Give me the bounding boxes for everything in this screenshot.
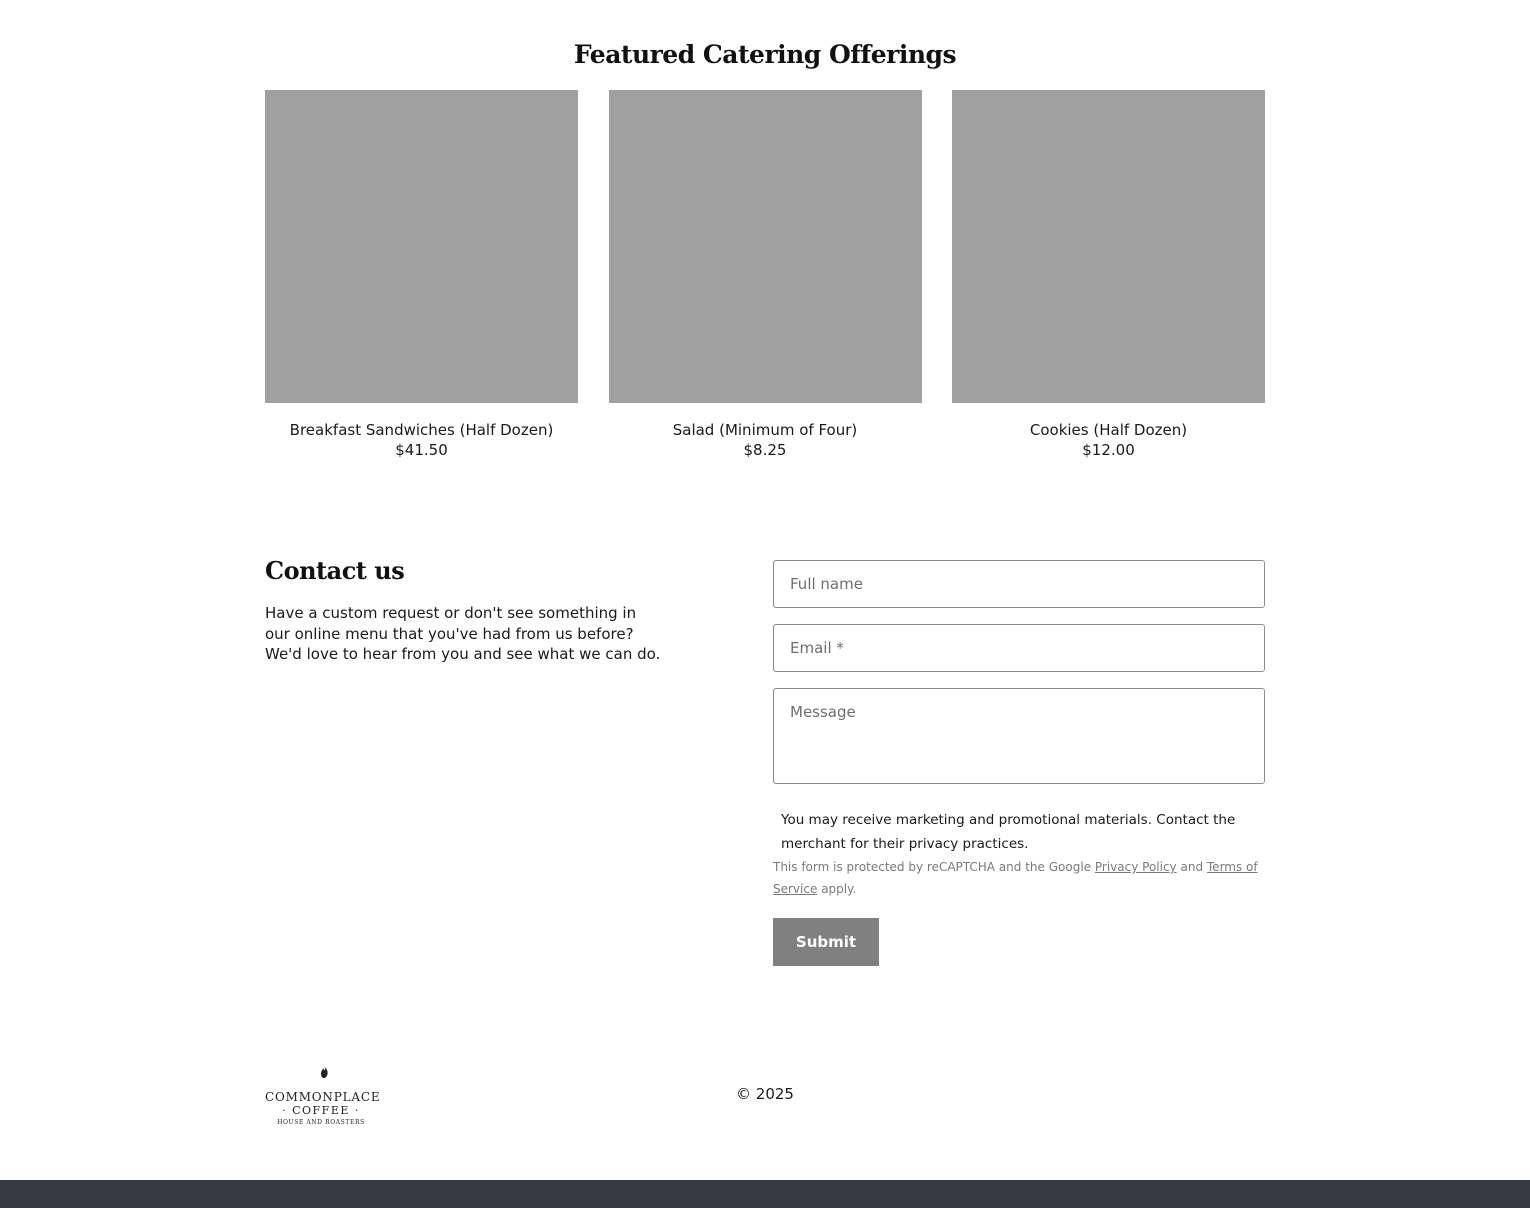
email-input[interactable] [773,624,1265,672]
flame-crescent-icon [265,1058,377,1086]
copyright: © 2025 [736,1085,794,1103]
product-name[interactable]: Cookies (Half Dozen) [1029,421,1188,439]
product-image[interactable] [952,90,1265,403]
recaptcha-suffix: apply. [821,882,857,896]
contact-form [773,560,1265,966]
message-textarea[interactable] [773,688,1265,784]
product-price: $8.25 [743,441,787,459]
featured-title: Featured Catering Offerings [573,40,957,69]
logo-text-house-roasters: HOUSE AND ROASTERS [277,1119,365,1126]
product-card-cookies[interactable] [952,90,1265,460]
recaptcha-and: and [1180,860,1204,874]
product-image[interactable] [609,90,922,403]
product-card-breakfast-sandwiches[interactable] [265,90,578,460]
logo-text-commonplace: COMMONPLACE [265,1090,381,1104]
product-name[interactable]: Breakfast Sandwiches (Half Dozen) [289,421,554,439]
product-card-salad[interactable] [609,90,922,460]
recaptcha-notice [773,856,1265,900]
submit-button[interactable]: Submit [773,918,879,966]
product-price: $41.50 [395,441,448,459]
product-image[interactable] [265,90,578,403]
logo-text-coffee: · COFFEE · [282,1104,360,1117]
terms-of-service-link[interactable]: Terms of Service [773,860,1258,896]
bottom-bar [0,1180,1530,1208]
product-name[interactable]: Salad (Minimum of Four) [672,421,858,439]
marketing-notice: You may receive marketing and promotional materials. Contact the merchant for their privacy practices. [781,812,1236,852]
contact-title: Contact us [265,556,405,585]
product-price: $12.00 [1082,441,1135,459]
contact-description: Have a custom request or don't see something in our online menu that you've had from us before? We'd love to hear from you and see what we can do. [265,604,661,664]
full-name-input[interactable] [773,560,1265,608]
product-grid [265,90,1265,460]
privacy-policy-link[interactable]: Privacy Policy [1094,860,1177,874]
recaptcha-prefix: This form is protected by reCAPTCHA and the Google [773,860,1092,874]
